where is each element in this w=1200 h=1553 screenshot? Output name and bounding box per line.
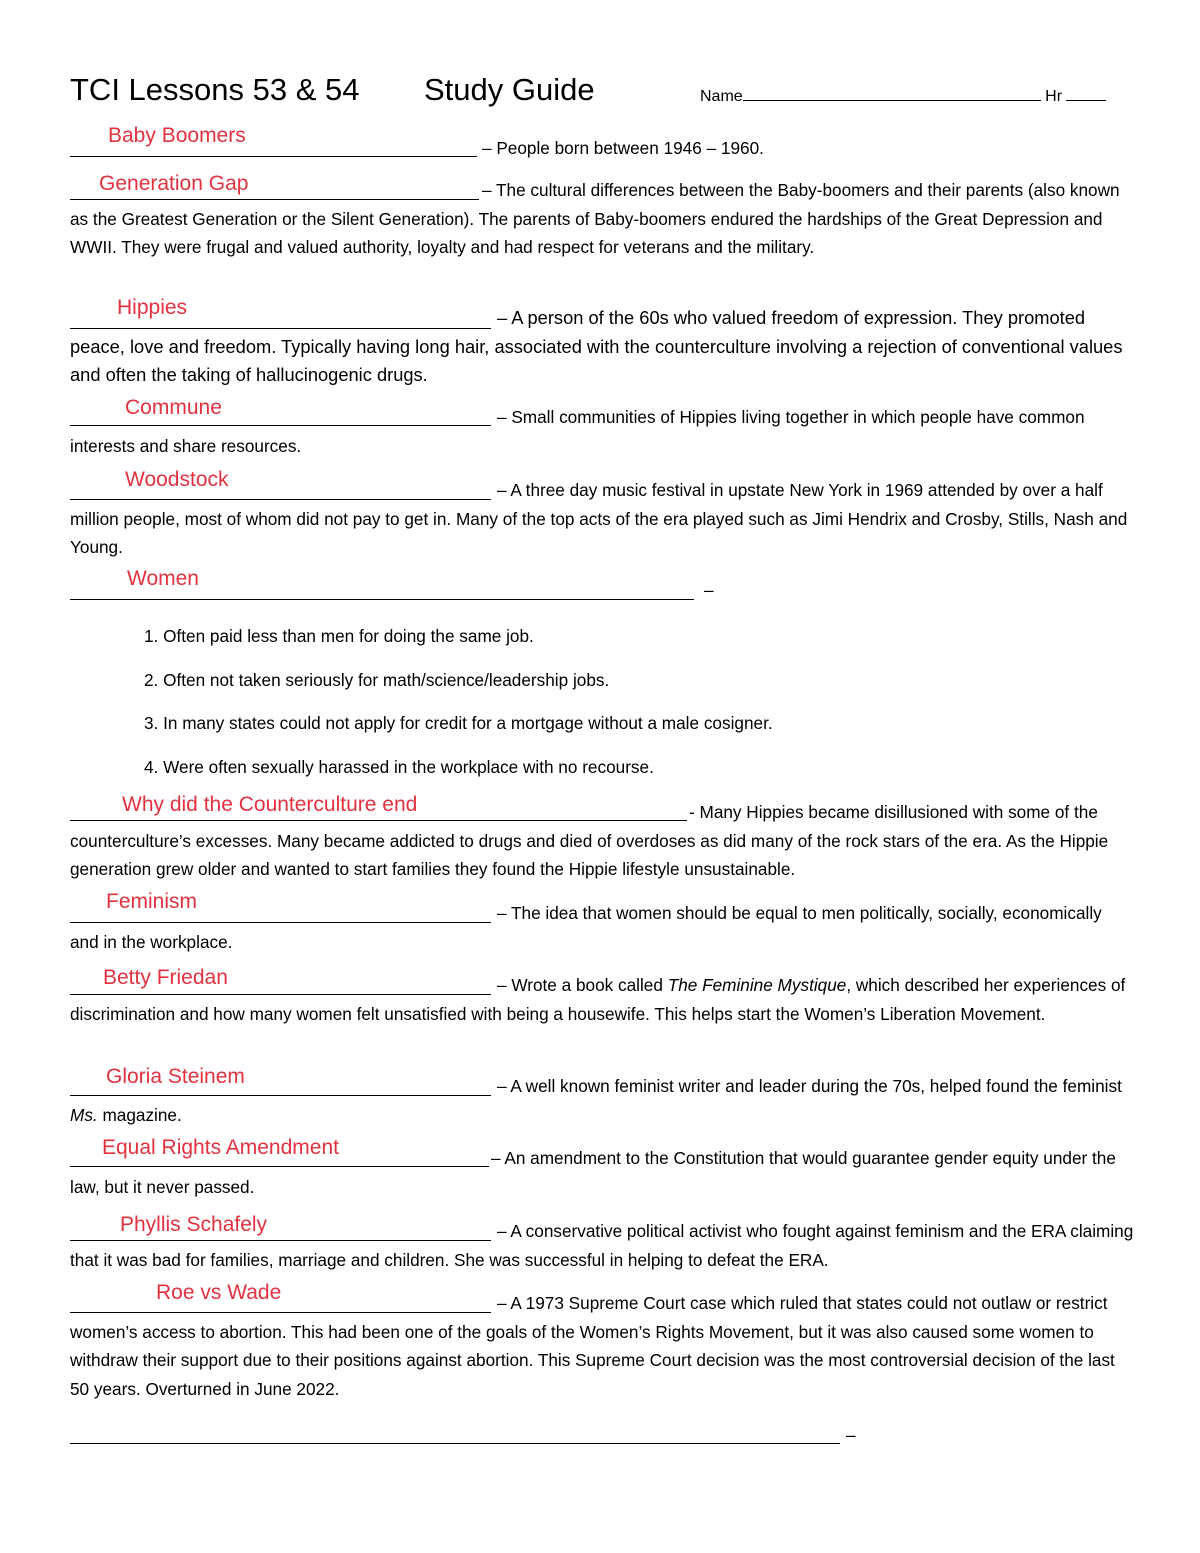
page-subtitle: Study Guide bbox=[424, 72, 595, 107]
answer-blank-final[interactable] bbox=[70, 1443, 840, 1444]
answer-blank-women[interactable] bbox=[70, 599, 694, 600]
definition-betty-friedan: – Wrote a book called The Feminine Mystique, which described her experiences of discrimination and how many women felt unsatisfied with being a housewife. This helps start the Women’s Liberation Movement. bbox=[70, 975, 1126, 1024]
definition-women: – bbox=[704, 580, 714, 600]
list-item: 3. In many states could not apply for credit for a mortgage without a male cosigner. bbox=[144, 713, 773, 733]
term-answer-gloria-steinem: Gloria Steinem bbox=[106, 1065, 245, 1088]
term-answer-equal-rights-amendment: Equal Rights Amendment bbox=[102, 1136, 339, 1159]
definition-equal-rights-amendment: – An amendment to the Constitution that would guarantee gender equity under the law, but it never passed. bbox=[70, 1148, 1116, 1197]
definition-phyllis-schafely: – A conservative political activist who fought against feminism and the ERA claiming that it was bad for families, marriage and children. She was successful in helping to defeat the ERA. bbox=[70, 1221, 1134, 1270]
definition-commune: – Small communities of Hippies living together in which people have common interests and share resources. bbox=[70, 407, 1085, 456]
term-answer-women: Women bbox=[127, 567, 199, 590]
name-label: Name bbox=[700, 88, 743, 105]
term-answer-woodstock: Woodstock bbox=[125, 468, 229, 491]
name-hr-fields bbox=[700, 88, 1106, 106]
definition-gloria-steinem: – A well known feminist writer and leader during the 70s, helped found the feminist Ms. magazine. bbox=[70, 1076, 1122, 1125]
term-answer-baby-boomers: Baby Boomers bbox=[108, 124, 246, 147]
name-field[interactable] bbox=[743, 99, 1041, 101]
definition-roe-vs-wade: – A 1973 Supreme Court case which ruled that states could not outlaw or restrict women’s access to abortion. This had been one of the goals of the Women’s Rights Movement, but it was also caused some women to withdraw their support due to their positions against abortion. This Supreme Court decision was the most controversial decision of the last 50 years. Overturned in June 2022. bbox=[70, 1293, 1115, 1399]
definition-baby-boomers: – People born between 1946 – 1960. bbox=[482, 138, 764, 158]
term-answer-commune: Commune bbox=[125, 396, 222, 419]
hr-field[interactable] bbox=[1066, 99, 1106, 101]
definition-counterculture-end: - Many Hippies became disillusioned with some of the counterculture’s excesses. Many became addicted to drugs and died of overdoses as did many of the rock stars of the era. As the Hippie generation grew older and wanted to start families they found the Hippie lifestyle unsustainable. bbox=[70, 802, 1109, 880]
definition-blank: – bbox=[846, 1425, 856, 1445]
definition-feminism: – The idea that women should be equal to men politically, socially, economically and in the workplace. bbox=[70, 903, 1102, 952]
term-answer-phyllis-schafely: Phyllis Schafely bbox=[120, 1213, 268, 1236]
term-answer-counterculture-end: Why did the Counterculture end bbox=[122, 793, 418, 816]
page-title: TCI Lessons 53 & 54 bbox=[70, 72, 360, 107]
term-answer-hippies: Hippies bbox=[117, 296, 188, 319]
term-answer-generation-gap: Generation Gap bbox=[99, 172, 249, 195]
list-item: 4. Were often sexually harassed in the workplace with no recourse. bbox=[144, 757, 654, 777]
term-answer-betty-friedan: Betty Friedan bbox=[103, 966, 228, 989]
definition-generation-gap: – The cultural differences between the Baby-boomers and their parents (also known as the Greatest Generation or the Silent Generation). The parents of Baby-boomers endured the hardships of the Great Depression and WWII. They were frugal and valued authority, loyalty and had respect for veterans and the military. bbox=[70, 180, 1120, 258]
term-answer-roe-vs-wade: Roe vs Wade bbox=[156, 1281, 282, 1304]
definition-hippies: – A person of the 60s who valued freedom of expression. They promoted peace, love and freedom. Typically having long hair, associated with the counterculture involving a rejection of conventional values and often the taking of hallucinogenic drugs. bbox=[70, 307, 1123, 386]
list-item: 1. Often paid less than men for doing the same job. bbox=[144, 626, 534, 646]
list-item: 2. Often not taken seriously for math/science/leadership jobs. bbox=[144, 670, 610, 690]
definition-woodstock: – A three day music festival in upstate New York in 1969 attended by over a half million people, most of whom did not pay to get in. Many of the top acts of the era played such as Jimi Hendrix and Crosby, Stills, Nash and Young. bbox=[70, 480, 1128, 558]
term-answer-feminism: Feminism bbox=[106, 890, 198, 913]
hr-label: Hr bbox=[1045, 88, 1063, 105]
